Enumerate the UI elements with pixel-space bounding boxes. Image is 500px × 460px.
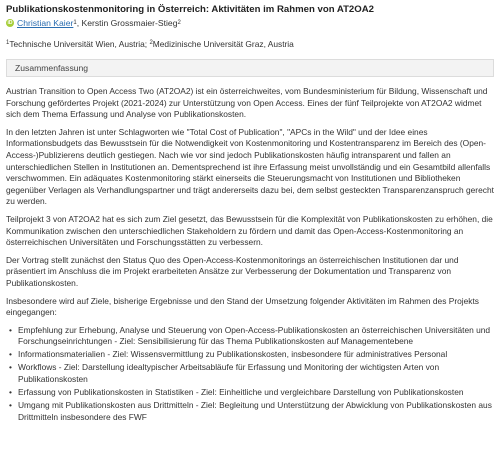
bullet-icon: • — [9, 400, 12, 411]
abstract-paragraph: Der Vortrag stellt zunächst den Status Quo des Open-Access-Kostenmonitorings an österreichischen Institutionen dar und präsentiert im Anschluss die im Projekt erarbeiteten Ansätze zur Verbesserung der Dokumentation und Transparenz von Publikationskosten. — [6, 254, 459, 288]
list-item-text: Informationsmaterialien - Ziel: Wissensvermittlung zu Publikationskosten, insbesondere für administratives Personal — [18, 349, 448, 360]
author-separator: , — [76, 18, 82, 28]
list-item — [6, 362, 494, 385]
affiliation-2: Medizinische Universität Graz, Austria — [152, 39, 294, 49]
bullet-icon: • — [9, 324, 12, 335]
abstract-paragraph: Austrian Transition to Open Access Two (AT2OA2) ist ein österreichweites, vom Bundesministerium für Bildung, Wissenschaft und Forschung gefördertes Projekt (2021-2024) zur Unterstützung von Open Access. Eines der fünf Teilprojekte von AT2OA2 widmet sich dem Thema Erfassung und Analyse von Publikationskosten. — [6, 86, 488, 120]
affiliation-1: Technische Universität Wien, Austria; — [9, 39, 148, 49]
author-name-grossmaier-stieg: Kerstin Grossmaier-Stieg — [81, 18, 178, 28]
author-link-kaier[interactable]: Christian Kaier — [17, 18, 74, 28]
author-list: iD Christian Kaier 1 , Kerstin Grossmaier-Stieg 2 — [7, 18, 181, 28]
affiliations — [6, 38, 494, 50]
bullet-icon: • — [9, 362, 12, 373]
affil-sup: 2 — [149, 40, 153, 46]
list-item-text: Empfehlung zur Erhebung, Analyse und Steuerung von Open-Access-Publikationskosten an österreichischen Universitäten und Forschungseinrichtungen - Ziel: Sensibilisierung für das Thema Publikationskosten auf Managementebene — [18, 324, 491, 347]
orcid-icon[interactable]: iD — [7, 20, 13, 26]
list-item — [6, 400, 494, 423]
abstract-paragraph: Insbesondere wird auf Ziele, bisherige Ergebnisse und den Stand der Umsetzung folgender Aktivitäten im Rahmen des Projekts eingegangen: — [6, 295, 479, 318]
activity-list — [6, 325, 494, 424]
affil-sup: 1 — [6, 40, 10, 46]
list-item-text: Workflows - Ziel: Darstellung idealtypischer Arbeitsabläufe für Erfassung und Monitoring der wichtigsten Arten von Publikationskosten — [18, 362, 440, 385]
abstract-body — [6, 86, 494, 423]
list-item-text: Umgang mit Publikationskosten aus Drittmitteln - Ziel: Begleitung und Unterstützung der Abwicklung von Publikationskosten aus Drittmitteln insbesondere des FWF — [18, 400, 492, 422]
list-item — [6, 325, 494, 348]
bullet-icon: • — [9, 387, 12, 398]
list-item — [6, 349, 494, 361]
section-heading: Zusammenfassung — [6, 59, 494, 77]
list-item-text: Erfassung von Publikationskosten in Statistiken - Ziel: Einheitliche und vergleichbare Darstellung von Publikationskosten — [18, 387, 464, 398]
abstract-paragraph: Teilprojekt 3 von AT2OA2 hat es sich zum Ziel gesetzt, das Bewusstsein für die Komplexität von Publikationskosten zu erhöhen, die Kommunikation zwischen den unterschiedlichen Stakeholdern zu fördern und damit das Open-Access-Kostenmonitoring an österreichischen Universitäten und Forschungsstätten zu verbessern. — [6, 213, 493, 248]
abstract-paragraph: In den letzten Jahren ist unter Schlagworten wie "Total Cost of Publication", "APCs in the Wild" und der Idee eines Informationsbudgets das Bewusstsein für die Notwendigkeit von Kostenmonitoring und Kostentransparenz im Bereich des (Open-Access-)Publizierens deutlich gestiegen. Nach wie vor sind jedoch Publikationskosten häufig intransparent und fallen an unterschiedlichen Stellen in Institutionen an. Dementsprechend ist ihre Erfassung meist unvollständig und ein Gesamtbild allenfalls verschwommen. Ein adäquates Kostenmonitoring stärkt einerseits die Steuerungsmacht von Institutionen und Bibliotheken gegenüber Verlagen als Verhandlungspartner und trägt andererseits dazu bei, dem selbst gesteckten Transparenzanspruch gerecht zu werden. — [6, 126, 494, 207]
bullet-icon: • — [9, 349, 12, 360]
list-item — [6, 387, 494, 399]
page-title: Publikationskostenmonitoring in Österreich: Aktivitäten im Rahmen von AT2OA2 — [6, 4, 374, 15]
